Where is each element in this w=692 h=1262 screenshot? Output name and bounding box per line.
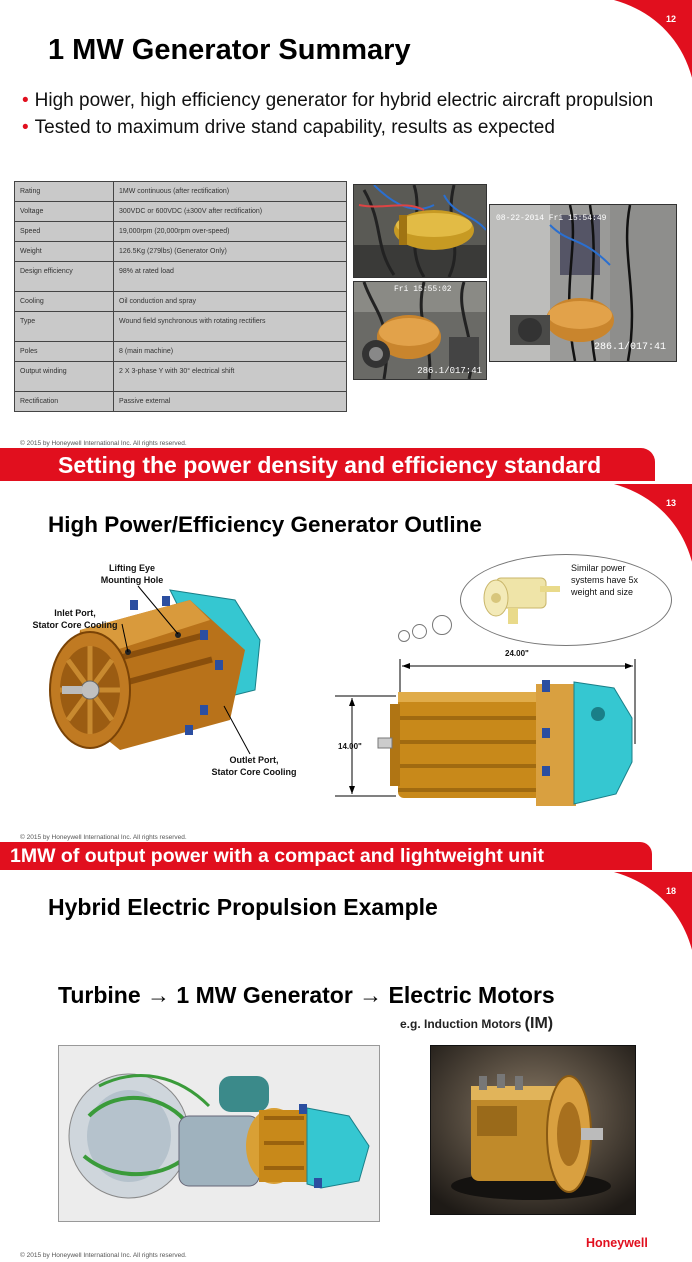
callout-inlet-port: Inlet Port, Stator Core Cooling <box>32 608 118 630</box>
photo-timestamp: Fri 15:55:02 <box>394 285 452 294</box>
page-number: 18 <box>665 886 676 896</box>
slide-banner: Setting the power density and efficiency standard <box>0 448 655 481</box>
bullet-item: • High power, high efficiency generator for hybrid electric aircraft propulsion <box>22 90 654 111</box>
thought-bubble-dot <box>432 615 452 635</box>
heavy-generator-icon <box>478 568 563 630</box>
page-number: 13 <box>665 498 676 508</box>
thought-bubble-text: Similar power systems have 5x weight and size <box>571 563 639 597</box>
copyright: © 2015 by Honeywell International Inc. All rights reserved. <box>20 1252 187 1259</box>
honeywell-logo: Honeywell <box>586 1236 648 1250</box>
slide-generator-summary <box>0 0 692 484</box>
bullet-dot-icon: • <box>22 117 29 138</box>
table-row: Voltage 300VDC or 600VDC (±300V after rectification) <box>15 202 347 222</box>
dimension-width: 24.00" <box>505 649 529 658</box>
callout-lifting-eye: Lifting Eye Mounting Hole <box>100 563 164 585</box>
red-corner-swoosh <box>606 0 692 86</box>
dimension-height: 14.00" <box>338 742 362 751</box>
callout-outlet-port: Outlet Port, Stator Core Cooling <box>211 755 297 777</box>
thought-bubble-dot <box>412 624 427 639</box>
table-row: Cooling Oil conduction and spray <box>15 292 347 312</box>
slide-title: Hybrid Electric Propulsion Example <box>48 894 438 920</box>
table-row: Poles 8 (main machine) <box>15 342 347 362</box>
table-row: Type Wound field synchronous with rotating rectifiers <box>15 312 347 342</box>
red-corner-swoosh <box>606 872 692 958</box>
bullet-item: • Tested to maximum drive stand capability, results as expected <box>22 117 555 138</box>
table-row: Rating 1MW continuous (after rectification) <box>15 182 347 202</box>
copyright: © 2015 by Honeywell International Inc. All rights reserved. <box>20 834 187 841</box>
photo-counter: 286.1/017:41 <box>417 366 482 376</box>
propulsion-flow: Turbine → 1 MW Generator → Electric Motors <box>58 982 555 1008</box>
table-row: Rectification Passive external <box>15 392 347 412</box>
generator-side-view-drawing <box>330 654 650 814</box>
motor-example: e.g. Induction Motors (IM) <box>400 1015 554 1032</box>
page-number: 12 <box>665 14 676 24</box>
test-stand-photo <box>353 281 487 380</box>
table-row: Speed 19,000rpm (20,000rpm over-speed) <box>15 222 347 242</box>
test-stand-photo <box>489 204 677 362</box>
photo-counter: 286.1/017:41 <box>593 342 666 353</box>
slide-title: 1 MW Generator Summary <box>48 34 411 66</box>
bullet-dot-icon: • <box>22 90 29 111</box>
table-row: Output winding 2 X 3-phase Y with 30° electrical shift <box>15 362 347 392</box>
induction-motor-photo <box>430 1045 636 1215</box>
thought-bubble-dot <box>398 630 410 642</box>
test-stand-photo <box>353 184 487 278</box>
spec-table <box>14 181 347 412</box>
slide-generator-outline <box>0 484 692 872</box>
table-row: Design efficiency 98% at rated load <box>15 262 347 292</box>
table-row: Weight 126.5Kg (279lbs) (Generator Only) <box>15 242 347 262</box>
turbine-generator-render <box>58 1045 380 1222</box>
slide-banner: 1MW of output power with a compact and lightweight unit <box>0 842 652 870</box>
photo-timestamp: 08-22-2014 Fri 15:54:49 <box>496 214 607 223</box>
slide-hybrid-propulsion <box>0 872 692 1262</box>
copyright: © 2015 by Honeywell International Inc. All rights reserved. <box>20 440 187 447</box>
slide-title: High Power/Efficiency Generator Outline <box>48 512 482 537</box>
